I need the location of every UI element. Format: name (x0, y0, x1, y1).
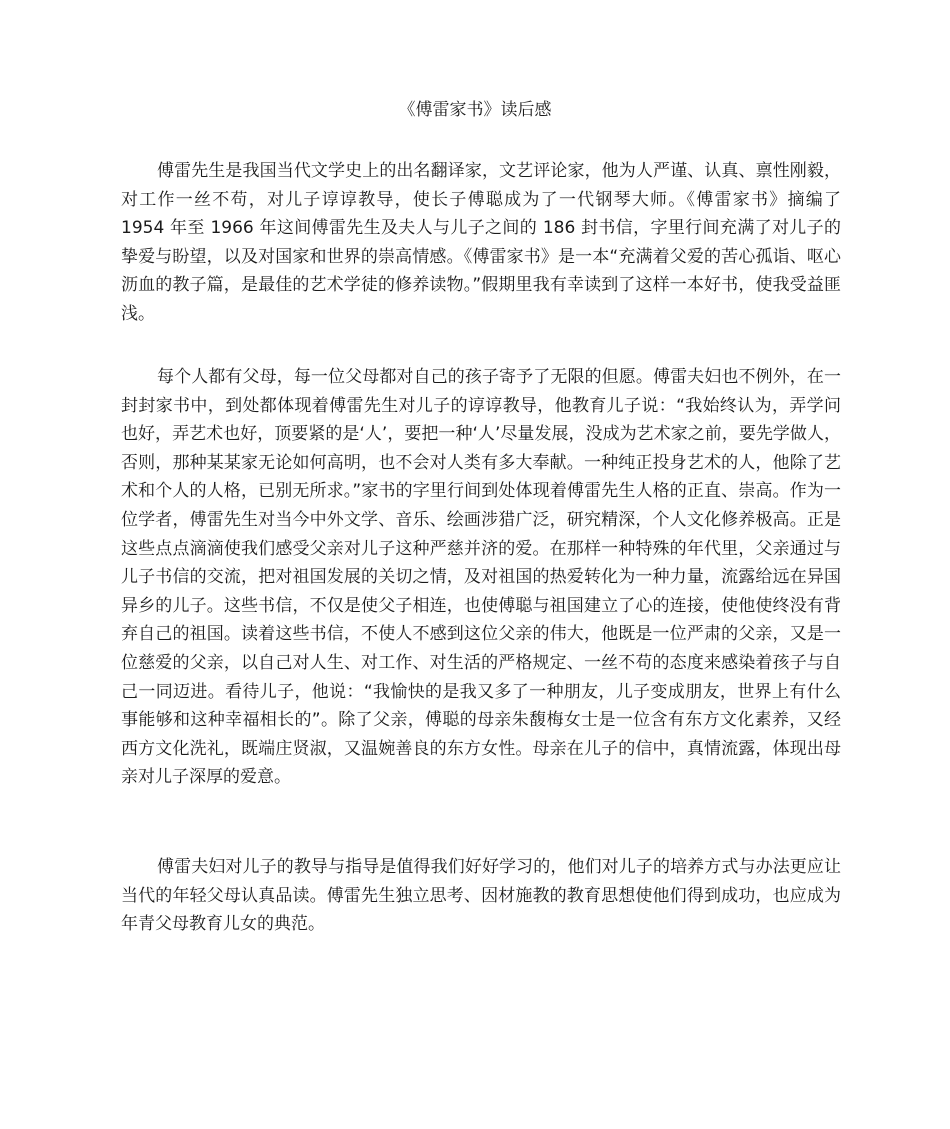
document-title: 《傅雷家书》读后感 (398, 100, 552, 120)
paragraph-2: 每个人都有父母，每一位父母都对自己的孩子寄予了无限的但愿。傅雷夫妇也不例外，在一封封家书中，到处都体现着傅雷先生对儿子的谆谆教导，他教育儿子说：“我始终认为，弄学问也好，弄艺术也好，顶要紧的是‘人’，要把一种‘人’尽量发展，没成为艺术家之前，要先学做人，否则，那种某某家无论如何高明，也不会对人类有多大奉献。一种纯正投身艺术的人，他除了艺术和个人的人格，已别无所求。”家书的字里行间到处体现着傅雷先生人格的正直、崇高。作为一位学者，傅雷先生对当今中外文学、音乐、绘画涉猎广泛，研究精深，个人文化修养极高。正是这些点点滴滴使我们感受父亲对儿子这种严慈并济的爱。在那样一种特殊的年代里，父亲通过与儿子书信的交流，把对祖国发展的关切之情，及对祖国的热爱转化为一种力量，流露给远在异国异乡的儿子。这些书信，不仅是使父子相连，也使傅聪与祖国建立了心的连接，使他使终没有背弃自己的祖国。读着这些书信，不使人不感到这位父亲的伟大，他既是一位严肃的父亲，又是一位慈爱的父亲，以自己对人生、对工作、对生活的严格规定、一丝不苟的态度来感染着孩子与自己一同迈进。看待儿子，他说：“我愉快的是我又多了一种朋友，儿子变成朋友，世界上有什么事能够和这种幸福相长的”。除了父亲，傅聪的母亲朱馥梅女士是一位含有东方文化素养，又经西方文化洗礼，既端庄贤淑，又温婉善良的东方女性。母亲在儿子的信中，真情流露，体现出母亲对儿子深厚的爱意。 (121, 367, 841, 788)
paragraph-1: 傅雷先生是我国当代文学史上的出名翻译家，文艺评论家，他为人严谨、认真、禀性刚毅，对工作一丝不苟，对儿子谆谆教导，使长子傅聪成为了一代钢琴大师。《傅雷家书》摘编了 1954 年至 1966 年这间傅雷先生及夫人与儿子之间的 186 封书信，字里行间充满了对儿子的挚爱与盼望，以及对国家和世界的崇高情感。《傅雷家书》是一本“充满着父爱的苦心孤诣、呕心沥血的教子篇，是最佳的艺术学徒的修养读物。”假期里我有幸读到了这样一本好书，使我受益匪浅。 (121, 161, 841, 324)
paragraph-3: 傅雷夫妇对儿子的教导与指导是值得我们好好学习的，他们对儿子的培养方式与办法更应让当代的年轻父母认真品读。傅雷先生独立思考、因材施教的教育思想使他们得到成功，也应成为年青父母教育儿女的典范。 (121, 857, 841, 935)
